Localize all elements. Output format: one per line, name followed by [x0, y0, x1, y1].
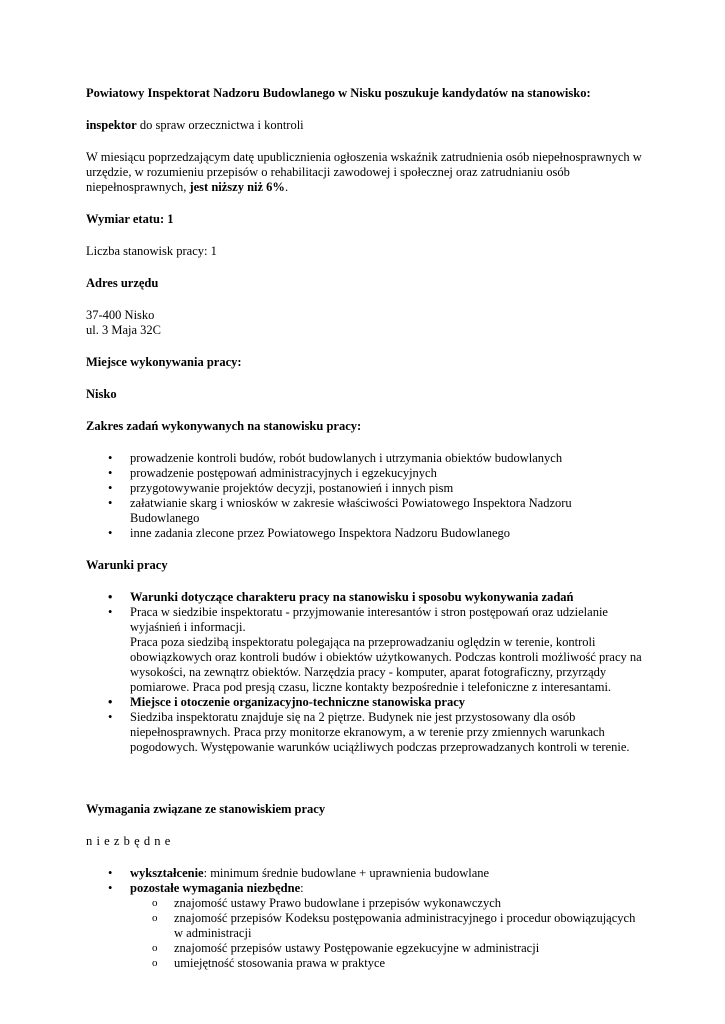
disability-notice-end: .	[284, 180, 289, 194]
position-title: inspektor	[86, 118, 137, 132]
conditions-item-text-a: Praca w siedzibie inspektoratu - przyjmowanie interesantów i stron postępowań oraz udzielanie wyjaśnień i informacji.	[130, 605, 608, 634]
work-time: Wymiar etatu: 1	[86, 212, 174, 226]
list-item	[86, 881, 642, 896]
document-page	[86, 86, 642, 971]
education-label: wykształcenie	[130, 866, 204, 880]
list-item: o umiejętność stosowania prawa w praktyce	[86, 956, 642, 971]
list-item: o znajomość ustawy Prawo budowlane i przepisów wykonawczych	[86, 896, 642, 911]
requirements-necessary: niezbędne	[86, 834, 175, 848]
position-line	[86, 118, 642, 133]
conditions-item: • Siedziba inspektoratu znajduje się na 2 piętrze. Budynek nie jest przystosowany dla osób niepełnosprawnych. Praca przy monitorze ekranowym, a w terenie przy zmiennych warunkach pogodowych. Występowanie warunków uciążliwych podczas przeprowadzanych kontroli w terenie.	[86, 710, 642, 755]
conditions-list	[86, 590, 642, 755]
disability-notice-bold: jest niższy niż 6%	[189, 180, 285, 194]
conditions-item-text-b: Praca poza siedzibą inspektoratu polegająca na przeprowadzaniu oględzin w terenie, kontroli obowiązkowych oraz kontroli budów i obiektów użytkowanych. Podczas kontroli możliwość pracy na wysokości, na zewnątrz obiektów. Narzędzia pracy - komputer, aparat fotograficzny, przyrządy pomiarowe. Praca pod presją czasu, liczne kontakty bezpośrednie i telefoniczne z interesantami.	[130, 635, 642, 694]
address-line-1: 37-400 Nisko	[86, 308, 155, 322]
other-requirements-list	[86, 896, 642, 971]
address-label: Adres urzędu	[86, 276, 159, 290]
education-value: : minimum średnie budowlane + uprawnienia budowlane	[203, 866, 490, 880]
other-requirements-label: pozostałe wymagania niezbędne	[130, 881, 301, 895]
list-item: o znajomość przepisów Kodeksu postępowania administracyjnego i procedur obowiązujących w administracji	[86, 911, 642, 941]
list-item: • prowadzenie kontroli budów, robót budowlanych i utrzymania obiektów budowlanych	[86, 451, 642, 466]
list-item: • załatwianie skarg i wniosków w zakresie właściwości Powiatowego Inspektora Nadzoru Budowlanego	[86, 496, 642, 526]
address-line-2: ul. 3 Maja 32C	[86, 323, 161, 337]
announcement-heading: Powiatowy Inspektorat Nadzoru Budowlanego w Nisku poszukuje kandydatów na stanowisko:	[86, 86, 591, 100]
duties-label: Zakres zadań wykonywanych na stanowisku pracy:	[86, 419, 362, 433]
position-description: do spraw orzecznictwa i kontroli	[136, 118, 304, 132]
conditions-item	[86, 605, 642, 695]
workplace-value: Nisko	[86, 387, 117, 401]
list-item: • inne zadania zlecone przez Powiatowego Inspektora Nadzoru Budowlanego	[86, 526, 642, 541]
requirements-list	[86, 866, 642, 896]
positions-count: Liczba stanowisk pracy: 1	[86, 244, 217, 258]
list-item: • prowadzenie postępowań administracyjnych i egzekucyjnych	[86, 466, 642, 481]
disability-notice	[86, 150, 642, 195]
conditions-item-title: • Warunki dotyczące charakteru pracy na stanowisku i sposobu wykonywania zadań	[86, 590, 642, 605]
list-item: • przygotowywanie projektów decyzji, postanowień i innych pism	[86, 481, 642, 496]
duties-list	[86, 451, 642, 541]
conditions-item-title: • Miejsce i otoczenie organizacyjno-techniczne stanowiska pracy	[86, 695, 642, 710]
disability-notice-text: W miesiącu poprzedzającym datę upublicznienia ogłoszenia wskaźnik zatrudnienia osób niepełnosprawnych w urzędzie, w rozumieniu przepisów o rehabilitacji zawodowej i społecznej oraz zatrudnianiu osób niepełnosprawnych,	[86, 150, 642, 194]
requirements-label: Wymagania związane ze stanowiskiem pracy	[86, 802, 326, 816]
conditions-label: Warunki pracy	[86, 558, 168, 572]
list-item	[86, 866, 642, 881]
list-item: o znajomość przepisów ustawy Postępowanie egzekucyjne w administracji	[86, 941, 642, 956]
other-requirements-colon: :	[300, 881, 304, 895]
workplace-label: Miejsce wykonywania pracy:	[86, 355, 242, 369]
